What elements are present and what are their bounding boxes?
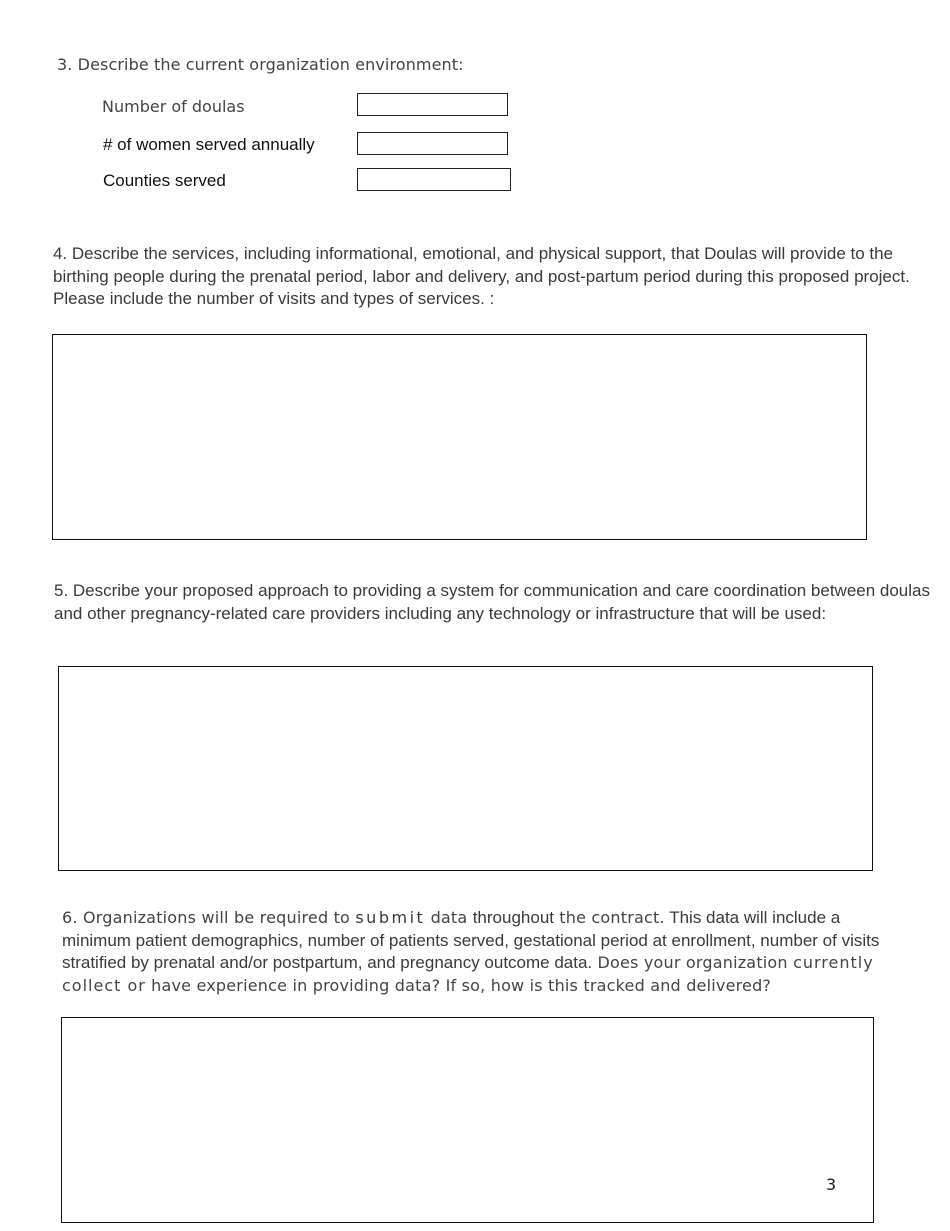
q6-segment: currently collect or: [62, 953, 874, 995]
q6-segment: This data will include a minimum patient demographics, number of patients served, gestational period at enrollment, number of visits stratified by prenatal and/or postpartum, and pregnancy outcome data.: [62, 908, 880, 972]
number-of-doulas-input[interactable]: [358, 94, 507, 115]
number-of-doulas-label: Number of doulas: [102, 97, 245, 116]
women-served-field[interactable]: [357, 132, 508, 155]
question-4-text: 4. Describe the services, including informational, emotional, and physical support, that Doulas will provide to the birthing people during the prenatal period, labor and delivery, and post-partum period during this proposed project. Please include the number of visits and types of services. :: [53, 244, 910, 308]
number-of-doulas-field[interactable]: [357, 93, 508, 116]
counties-served-input[interactable]: [358, 169, 510, 190]
counties-served-field[interactable]: [357, 168, 511, 191]
question-3-title: 3. Describe the current organization environment:: [57, 55, 464, 74]
q6-segment: have experience in providing data? If so, how is this tracked and delivered?: [145, 975, 772, 995]
q6-segment: Does your organization: [592, 953, 794, 972]
counties-served-label: Counties served: [103, 171, 226, 190]
q6-segment: 6. Organizations will be required to: [62, 908, 356, 927]
q6-segment: submit: [355, 908, 426, 927]
question-5-text: 5. Describe your proposed approach to providing a system for communication and care coordination between doulas and other pregnancy-related care providers including any technology or infrastructure that will be used:: [54, 581, 930, 623]
question-6-answer-box[interactable]: [61, 1017, 874, 1223]
q6-segment: throughout: [472, 908, 554, 927]
q6-segment: data: [425, 908, 473, 927]
question-6-answer-input[interactable]: [62, 1018, 877, 1226]
women-served-input[interactable]: [358, 133, 507, 154]
page-number: 3: [826, 1175, 837, 1194]
question-6-text: [62, 907, 882, 997]
question-5-answer-box[interactable]: [58, 666, 873, 871]
question-4-answer-input[interactable]: [53, 335, 870, 543]
question-5-answer-input[interactable]: [59, 667, 876, 874]
women-served-label: # of women served annually: [103, 135, 315, 154]
question-4-answer-box[interactable]: [52, 334, 867, 540]
q6-segment: the contract.: [554, 908, 665, 927]
